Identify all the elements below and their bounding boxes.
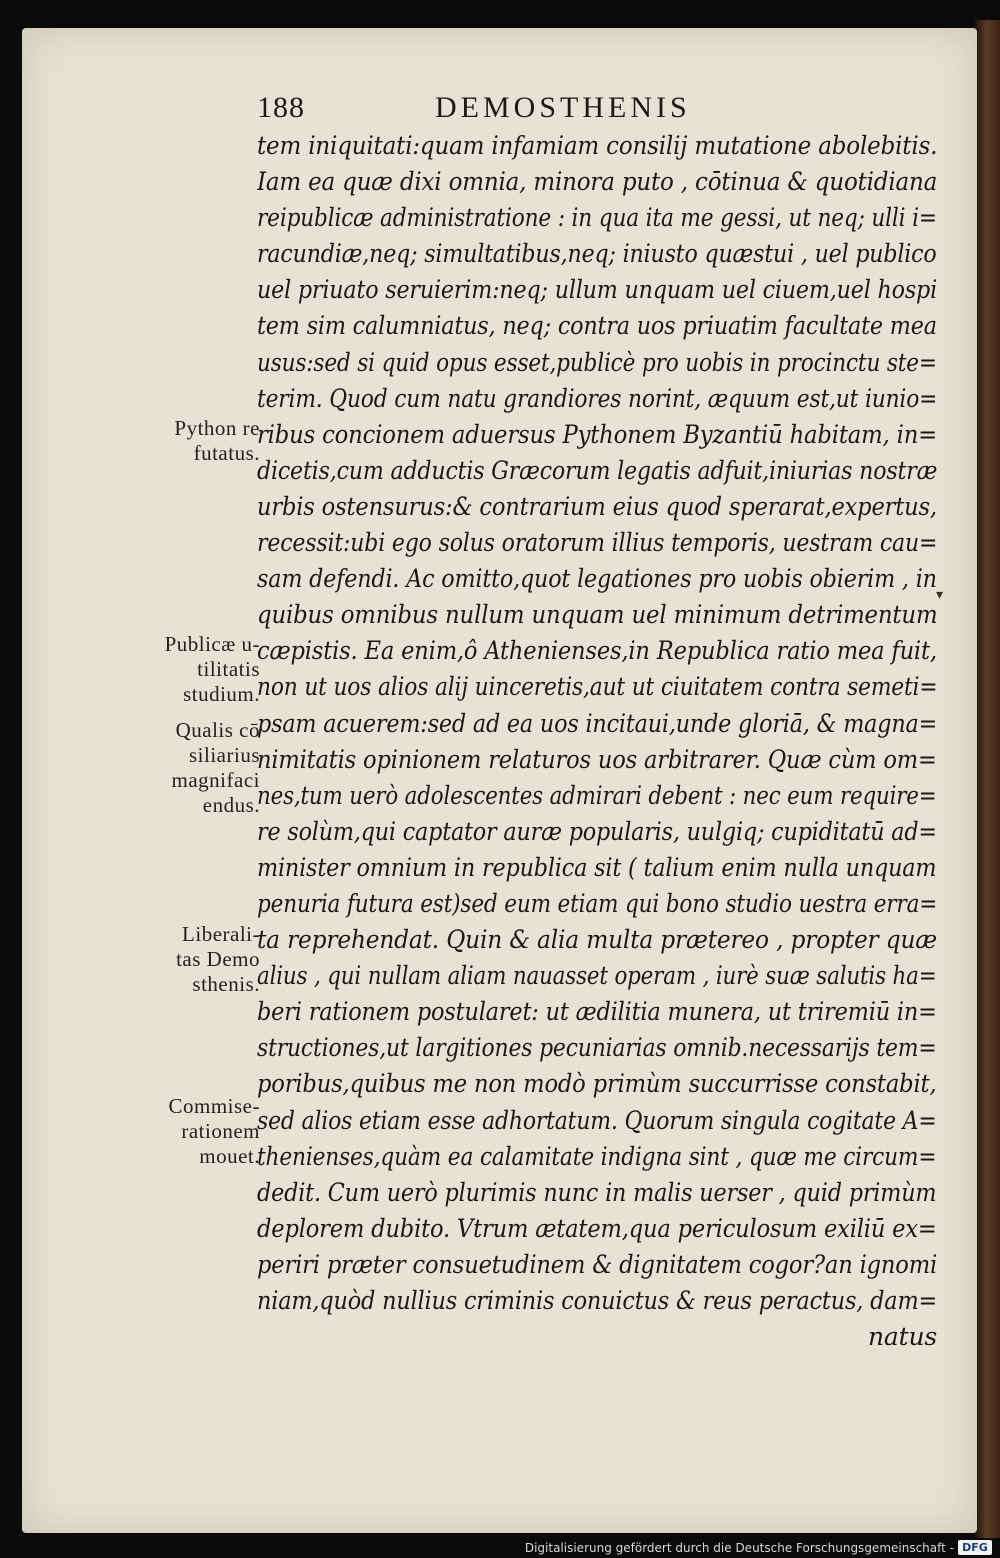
- text-line: minister omnium in republica sit ( talium enim nulla unquam: [257, 852, 937, 882]
- margin-note-qualis-consiliarius: [125, 718, 260, 818]
- text-line: ribus concionem aduersus Pythonem Byzantiū habitam, in=: [257, 419, 937, 449]
- text-line: terim. Quod cum natu grandiores norint, æquum est,ut iunio=: [257, 383, 938, 413]
- margin-note-line: Python re: [174, 416, 260, 440]
- text-line: racundiæ,neq; simultatibus,neq; iniusto quæstui , uel publico: [257, 239, 937, 269]
- text-line: poribus,quibus me non modò primùm succurrisse constabit,: [257, 1069, 937, 1099]
- text-line: ta reprehendat. Quin & alia multa prætereo , propter quæ: [257, 925, 937, 955]
- margin-note-line: studium.: [183, 682, 260, 706]
- margin-note-line: Commise-: [168, 1094, 260, 1118]
- margin-note-line: endus.: [202, 793, 260, 817]
- text-line: structiones,ut largitiones pecuniarias omnib.necessarijs tem=: [257, 1033, 937, 1063]
- margin-note-publicae-utilitatis: [125, 632, 260, 707]
- margin-note-commiserationem: [125, 1094, 260, 1169]
- text-line: periri præter consuetudinem & dignitatem cogor?an ignomi: [257, 1249, 937, 1279]
- book-edge: [975, 20, 1000, 1540]
- margin-note-line: Qualis cō: [175, 718, 260, 742]
- margin-note-python: [125, 416, 260, 466]
- margin-note-line: tilitatis: [197, 657, 260, 681]
- text-line: tem iniquitati:quam infamiam consilij mutatione abolebitis.: [257, 131, 937, 160]
- text-line: urbis ostensurus:& contrarium eius quod sperarat,expertus,: [257, 491, 937, 521]
- running-title: DEMOSTHENIS: [435, 91, 691, 124]
- text-line: nes,tum uerò adolescentes admirari debent : nec eum require=: [257, 780, 937, 810]
- text-line: cæpistis. Ea enim,ô Athenienses,in Republica ratio mea fuit,: [257, 636, 937, 666]
- text-line: alius , qui nullam aliam nauasset operam , iurè suæ salutis ha=: [257, 961, 937, 991]
- margin-note-line: futatus.: [193, 441, 260, 465]
- text-line: dedit. Cum uerò plurimis nunc in malis uerser , quid primùm: [257, 1177, 937, 1207]
- text-line: thenienses,quàm ea calamitate indigna sint , quæ me circum=: [257, 1141, 937, 1171]
- text-line: sam defendi. Ac omitto,quot legationes pro uobis obierim , in: [257, 564, 937, 594]
- text-line: penuria futura est)sed eum etiam qui bono studio uestra erra=: [257, 888, 938, 918]
- margin-note-liberalitas: [125, 922, 260, 997]
- margin-note-line: mouet.: [199, 1144, 260, 1168]
- text-line: beri rationem postularet: ut ædilitia munera, ut triremiū in=: [257, 997, 937, 1027]
- text-line: niam,quòd nullius criminis conuictus & reus peractus, dam=: [257, 1286, 938, 1315]
- text-line: usus:sed si quid opus esset,publicè pro uobis in procinctu ste=: [257, 347, 937, 377]
- margin-note-line: magnifaci: [171, 768, 260, 792]
- catchword: natus: [868, 1322, 937, 1352]
- text-line: deplorem dubito. Vtrum ætatem,qua periculosum exiliū ex=: [257, 1213, 937, 1243]
- text-line: non ut uos alios alij uinceretis,aut ut ciuitatem contra semeti=: [257, 672, 938, 702]
- margin-note-line: siliarius: [189, 743, 260, 767]
- running-head: [257, 88, 937, 128]
- page-number: 188: [257, 91, 305, 124]
- text-line: uel priuato seruierim:neq; ullum unquam uel ciuem,uel hospi: [257, 275, 937, 305]
- text-line: dicetis,cum adductis Græcorum legatis adfuit,iniurias nostræ: [257, 455, 937, 485]
- dfg-logo: DFG: [958, 1540, 992, 1555]
- text-line: re solùm,qui captator auræ popularis, uulgiq; cupiditatū ad=: [257, 816, 937, 846]
- text-line: psam acuerem:sed ad ea uos incitaui,unde gloriā, & magna=: [257, 708, 937, 738]
- text-line: recessit:ubi ego solus oratorum illius temporis, uestram cau=: [257, 528, 938, 558]
- footer-credit: Digitalisierung gefördert durch die Deutsche Forschungsgemeinschaft -: [524, 1541, 954, 1555]
- text-line: tem sim calumniatus, neq; contra uos priuatim facultate mea: [257, 311, 937, 341]
- text-line: Iam ea quæ dixi omnia, minora puto , cōtinua & quotidiana: [257, 167, 938, 197]
- margin-note-line: tas Demo: [176, 947, 260, 971]
- margin-note-line: Publicæ u-: [164, 632, 260, 656]
- margin-note-line: Liberali-: [182, 922, 260, 946]
- margin-note-line: rationem: [181, 1119, 260, 1143]
- text-line: quibus omnibus nullum unquam uel minimum detrimentum: [257, 600, 938, 630]
- text-line: sed alios etiam esse adhortatum. Quorum singula cogitate A=: [257, 1105, 937, 1135]
- digitization-footer: [0, 1538, 1000, 1558]
- margin-note-line: sthenis.: [192, 972, 260, 996]
- body-text: [257, 128, 937, 1355]
- ink-mark: ▾: [936, 587, 944, 603]
- text-line: reipublicæ administratione : in qua ita me gessi, ut neq; ulli i=: [257, 203, 937, 233]
- margin-notes: [125, 0, 260, 1558]
- text-line: nimitatis opinionem relaturos uos arbitrarer. Quæ cùm om=: [257, 744, 937, 774]
